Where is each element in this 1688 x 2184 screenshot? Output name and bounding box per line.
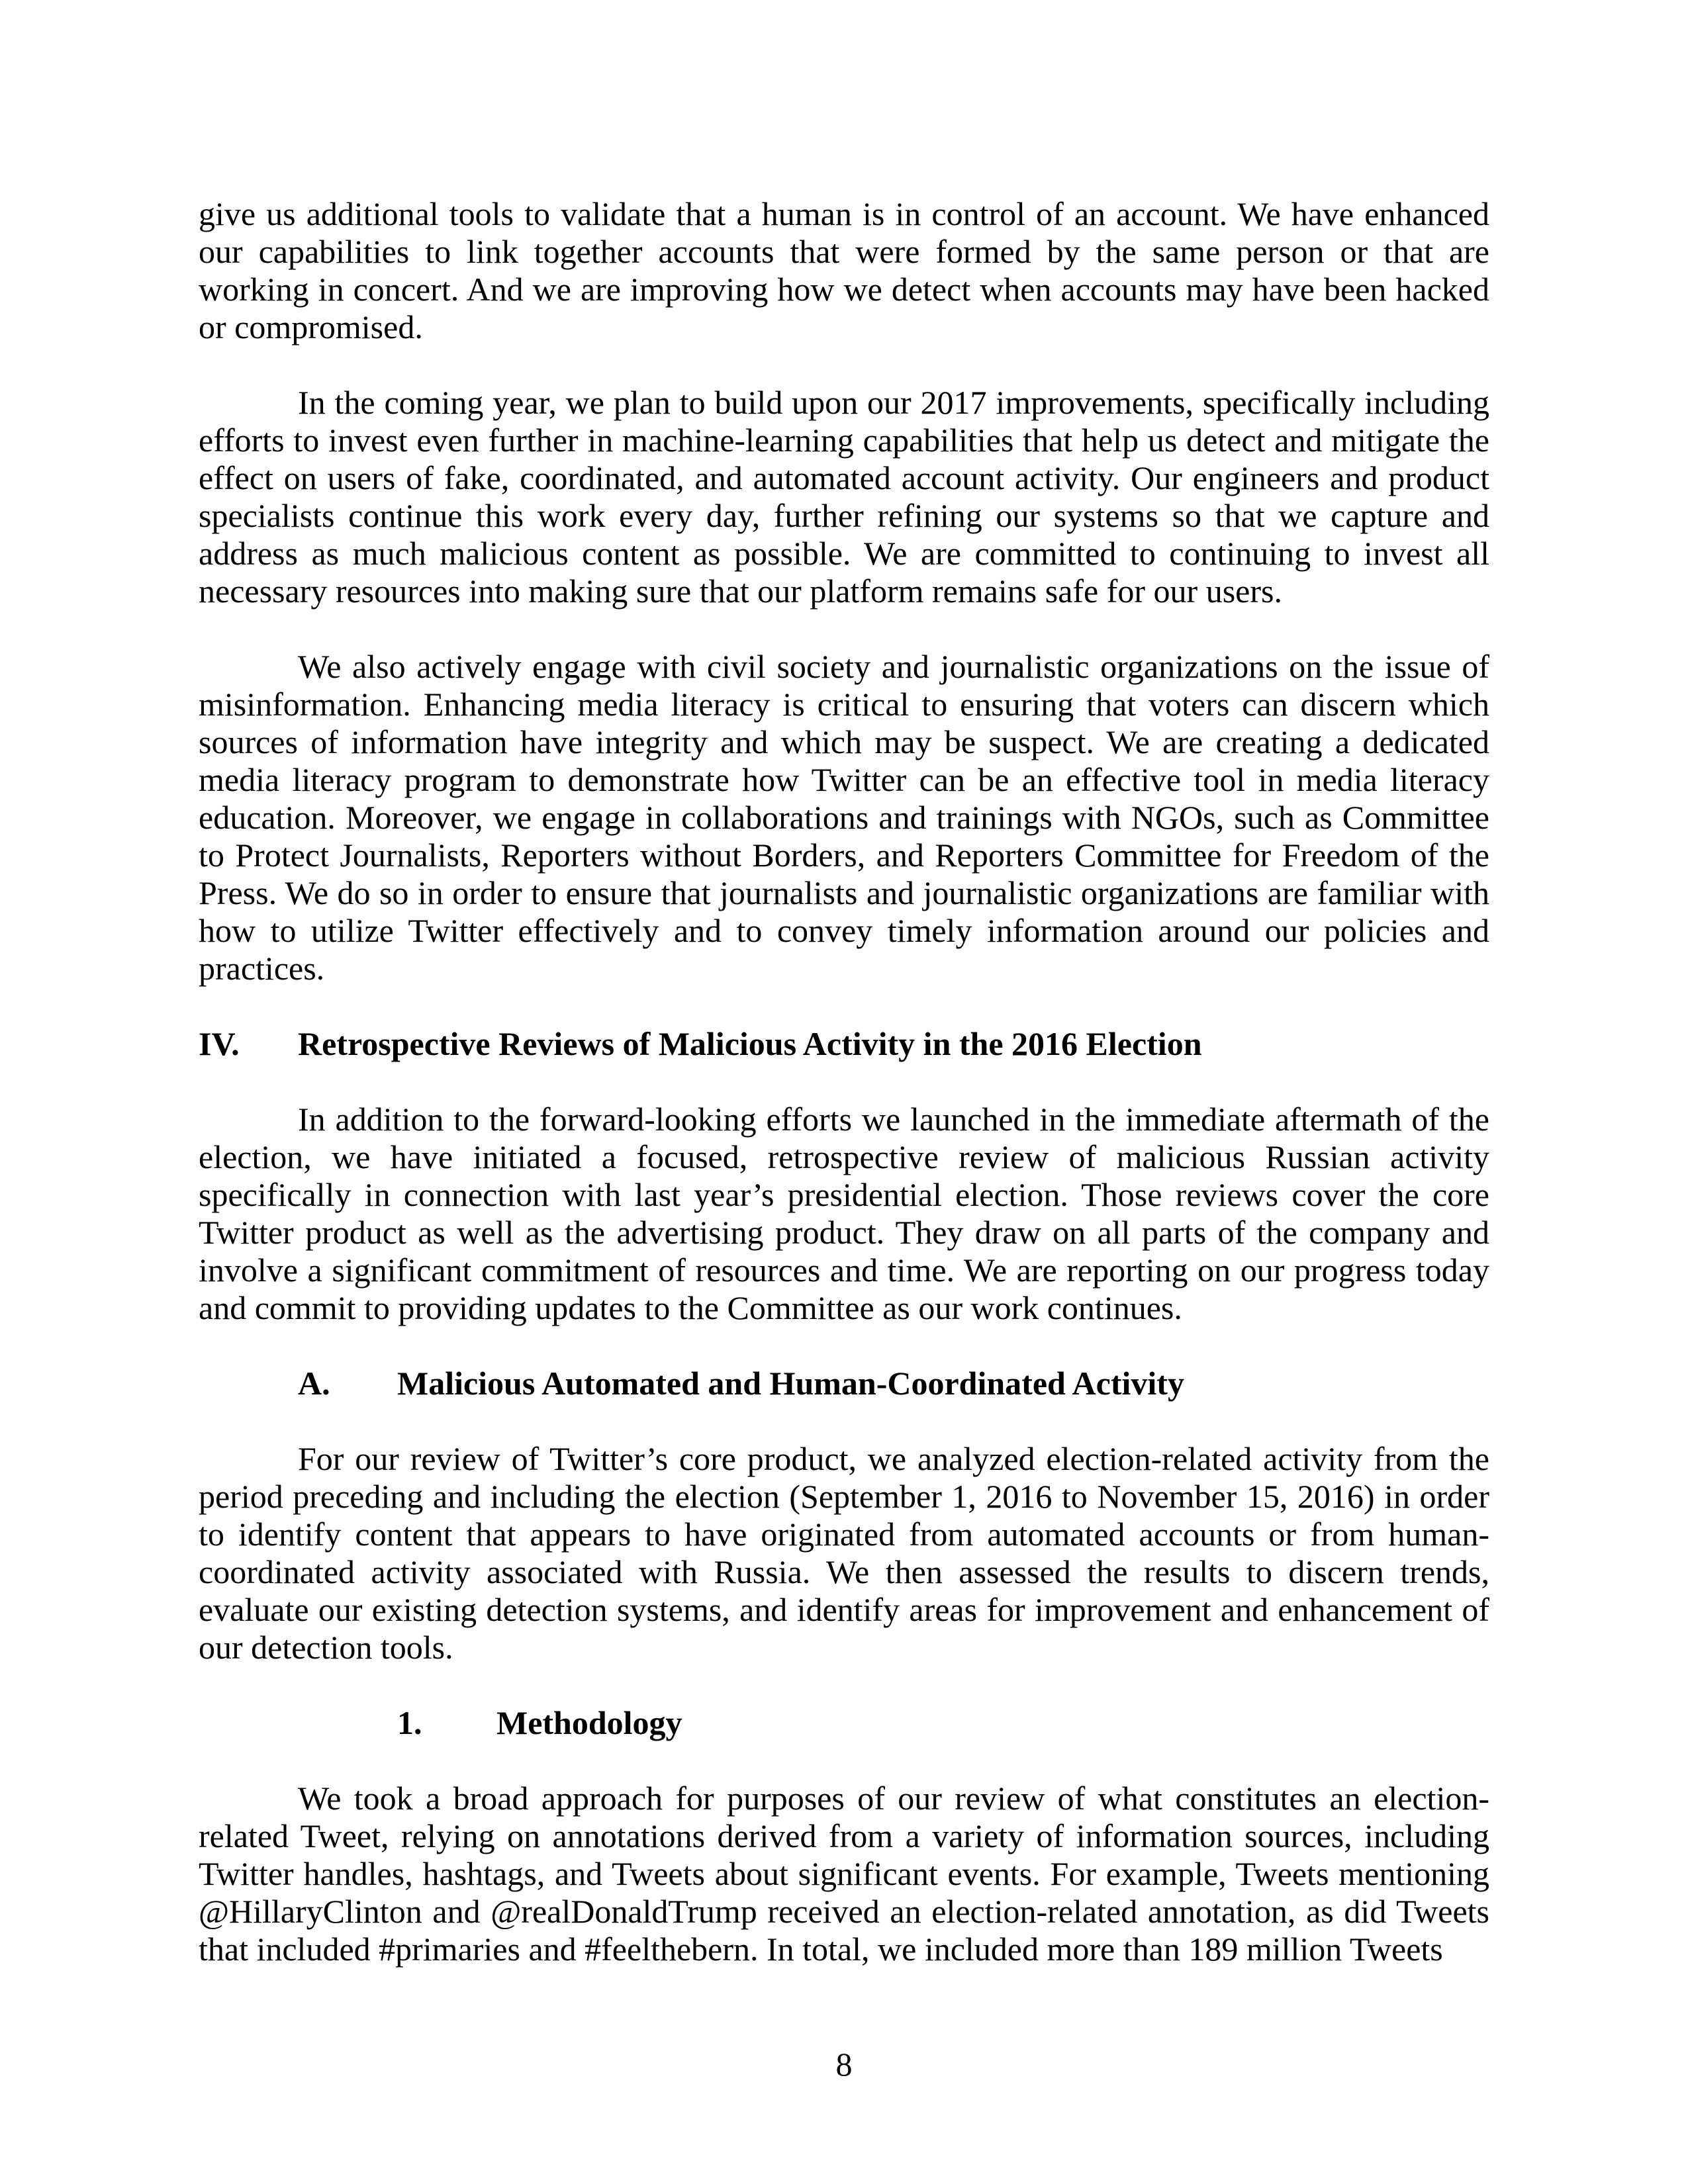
- subsection-a-heading: [199, 1365, 1489, 1402]
- document-page: [199, 195, 1489, 1968]
- paragraph-account-validation: give us additional tools to validate that a human is in control of an account. We have enhanced our capabilities to link together accounts that were formed by the same person or that are working in concert. And we are improving how we detect when accounts may have been hacked or compromised.: [199, 195, 1489, 345]
- paragraph-methodology: We took a broad approach for purposes of our review of what constitutes an election-related Tweet, relying on annotations derived from a variety of information sources, including Twitter handles, hashtags, and Tweets about significant events. For example, Tweets mentioning @HillaryClinton and @realDonaldTrump received an election-related annotation, as did Tweets that included #primaries and #feelthebern. In total, we included more than 189 million Tweets: [199, 1780, 1489, 1968]
- subsection-1-number: 1.: [397, 1704, 422, 1741]
- subsection-a-title: Malicious Automated and Human-Coordinated Activity: [397, 1365, 1184, 1402]
- paragraph-media-literacy: We also actively engage with civil society and journalistic organizations on the issue of misinformation. Enhancing media literacy is critical to ensuring that voters can discern which sources of information have integrity and which may be suspect. We are creating a dedicated media literacy program to demonstrate how Twitter can be an effective tool in media literacy education. Moreover, we engage in collaborations and trainings with NGOs, such as Committee to Protect Journalists, Reporters without Borders, and Reporters Committee for Freedom of the Press. We do so in order to ensure that journalists and journalistic organizations are familiar with how to utilize Twitter effectively and to convey timely information around our policies and practices.: [199, 648, 1489, 987]
- paragraph-coming-year: In the coming year, we plan to build upon our 2017 improvements, specifically including efforts to invest even further in machine-learning capabilities that help us detect and mitigate the effect on users of fake, coordinated, and automated account activity. Our engineers and product specialists continue this work every day, further refining our systems so that we capture and address as much malicious content as possible. We are committed to continuing to invest all necessary resources into making sure that our platform remains safe for our users.: [199, 384, 1489, 610]
- subsection-1-title: Methodology: [496, 1704, 682, 1741]
- paragraph-core-product-review: For our review of Twitter’s core product, we analyzed election-related activity from the period preceding and including the election (September 1, 2016 to November 15, 2016) in order to identify content that appears to have originated from automated accounts or from human-coordinated activity associated with Russia. We then assessed the results to discern trends, evaluate our existing detection systems, and identify areas for improvement and enhancement of our detection tools.: [199, 1440, 1489, 1666]
- section-iv-number: IV.: [199, 1025, 240, 1062]
- section-iv-title: Retrospective Reviews of Malicious Activity in the 2016 Election: [298, 1025, 1202, 1062]
- subsection-1-heading: [199, 1704, 1489, 1742]
- section-iv-heading: [199, 1025, 1489, 1063]
- subsection-a-number: A.: [298, 1365, 330, 1402]
- paragraph-retrospective-review: In addition to the forward-looking efforts we launched in the immediate aftermath of the election, we have initiated a focused, retrospective review of malicious Russian activity specifically in connection with last year’s presidential election. Those reviews cover the core Twitter product as well as the advertising product. They draw on all parts of the company and involve a significant commitment of resources and time. We are reporting on our progress today and commit to providing updates to the Committee as our work continues.: [199, 1101, 1489, 1326]
- page-number: 8: [835, 2046, 853, 2083]
